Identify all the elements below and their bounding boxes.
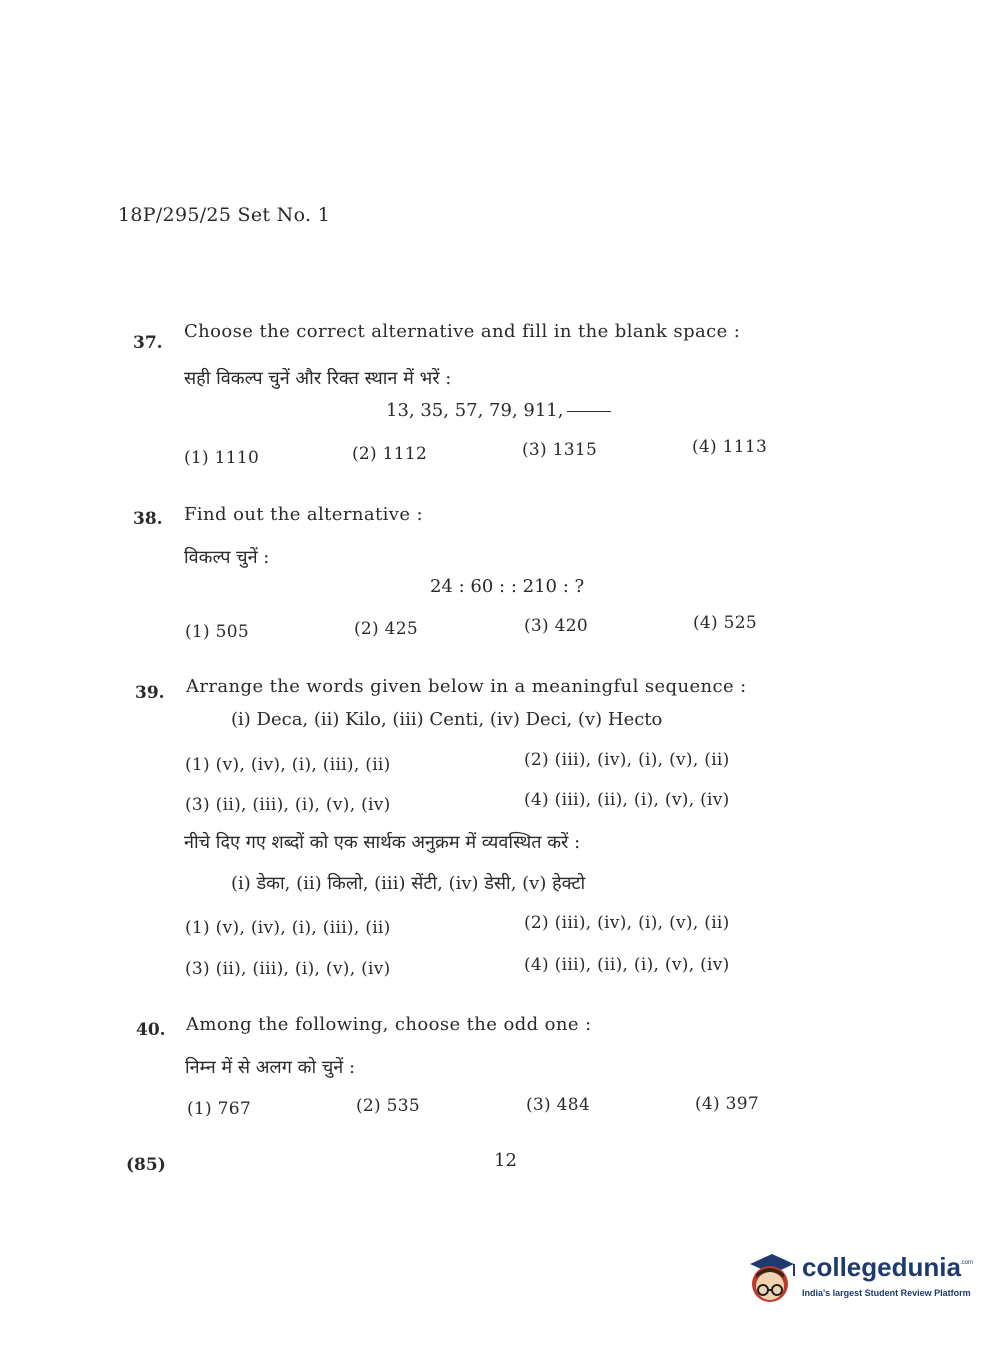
option-4: (4) 525 xyxy=(693,613,758,633)
option-2: (2) 1112 xyxy=(352,444,428,464)
option-4: (4) 1113 xyxy=(692,437,768,457)
logo-name: collegedunia xyxy=(802,1252,961,1282)
footer-code: (85) xyxy=(126,1155,166,1175)
option-3: (3) 484 xyxy=(526,1095,591,1115)
option-3: (3) 420 xyxy=(524,616,589,636)
paper-code: 18P/295/25 Set No. 1 xyxy=(118,204,331,226)
word-list-en: (i) Deca, (ii) Kilo, (iii) Centi, (iv) Deci, (v) Hecto xyxy=(231,709,663,730)
question-text-hi: नीचे दिए गए शब्दों को एक सार्थक अनुक्रम में व्यवस्थित करें : xyxy=(184,832,581,853)
option-1: (1) 1110 xyxy=(184,448,260,468)
option-4: (4) (iii), (ii), (i), (v), (iv) xyxy=(524,790,730,810)
question-number: 39. xyxy=(135,683,165,703)
collegedunia-logo xyxy=(742,1250,972,1320)
option-1: (1) (v), (iv), (i), (iii), (ii) xyxy=(185,755,391,775)
mascot-icon xyxy=(742,1250,800,1310)
question-text-en: Find out the alternative : xyxy=(184,504,423,525)
question-text-hi: सही विकल्प चुनें और रिक्त स्थान में भरें : xyxy=(184,368,452,389)
question-text-en: Among the following, choose the odd one : xyxy=(186,1014,592,1035)
logo-domain: .com xyxy=(960,1260,974,1266)
option-1: (1) 505 xyxy=(185,622,250,642)
ratio-expression: 24 : 60 : : 210 : ? xyxy=(430,576,585,597)
option-3: (3) (ii), (iii), (i), (v), (iv) xyxy=(185,959,391,979)
option-2: (2) 425 xyxy=(354,619,419,639)
option-3: (3) (ii), (iii), (i), (v), (iv) xyxy=(185,795,391,815)
word-list-hi: (i) डेका, (ii) किलो, (iii) सेंटी, (iv) डेसी, (v) हेक्टो xyxy=(231,873,586,894)
question-number: 37. xyxy=(133,333,163,353)
question-text-hi: विकल्प चुनें : xyxy=(184,547,270,568)
question-number: 40. xyxy=(136,1020,166,1040)
blank-line xyxy=(567,411,611,412)
question-number: 38. xyxy=(133,509,163,529)
question-text-en: Arrange the words given below in a meaningful sequence : xyxy=(186,676,747,697)
option-1: (1) (v), (iv), (i), (iii), (ii) xyxy=(185,918,391,938)
option-1: (1) 767 xyxy=(187,1099,252,1119)
question-text-hi: निम्न में से अलग को चुनें : xyxy=(185,1057,356,1078)
option-2: (2) 535 xyxy=(356,1096,421,1116)
number-series: 13, 35, 57, 79, 911, xyxy=(386,400,611,421)
logo-tagline: India's largest Student Review Platform xyxy=(802,1288,971,1298)
option-4: (4) (iii), (ii), (i), (v), (iv) xyxy=(524,955,730,975)
option-3: (3) 1315 xyxy=(522,440,598,460)
option-2: (2) (iii), (iv), (i), (v), (ii) xyxy=(524,913,730,933)
question-text-en: Choose the correct alternative and fill in the blank space : xyxy=(184,321,741,342)
option-2: (2) (iii), (iv), (i), (v), (ii) xyxy=(524,750,730,770)
page-number: 12 xyxy=(494,1150,517,1171)
option-4: (4) 397 xyxy=(695,1094,760,1114)
